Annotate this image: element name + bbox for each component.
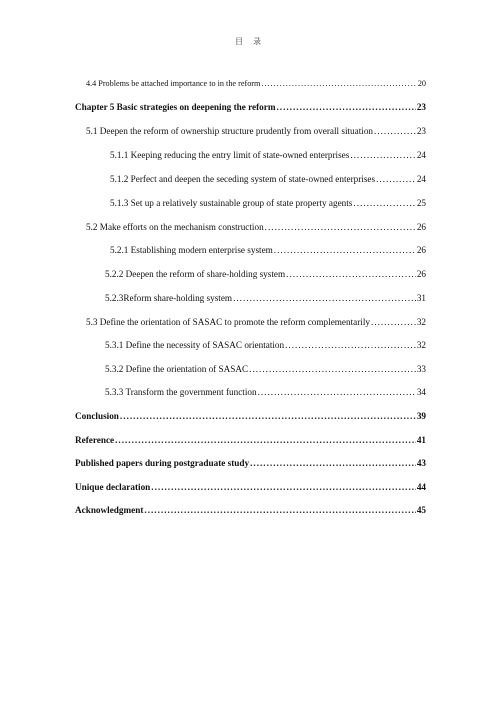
toc-entry-title: 5.1 Deepen the reform of ownership structure prudently from overall situation: [86, 126, 374, 136]
toc-entry-5-3-3[interactable]: [105, 386, 426, 398]
dot-leader: [261, 78, 416, 90]
toc-entry-published-papers[interactable]: [75, 457, 426, 469]
dot-leader: [249, 363, 416, 375]
toc-entry-title: Acknowledgment: [75, 505, 144, 515]
toc-entry-5-2-3[interactable]: [105, 292, 426, 304]
toc-entry-page: 32: [416, 340, 426, 350]
toc-entry-acknowledgment[interactable]: [75, 504, 426, 516]
toc-entry-5-1-3[interactable]: [110, 197, 426, 209]
toc-entry-5-1-1[interactable]: [110, 149, 426, 161]
toc-entry-page: 26: [416, 245, 426, 255]
toc-entry-page: 32: [416, 317, 426, 327]
toc-entry-title: Published papers during postgraduate study: [75, 458, 250, 468]
dot-leader: [265, 221, 416, 233]
toc-entry-title: 5.1.3 Set up a relatively sustainable group of state property agents: [110, 198, 353, 208]
toc-entry-page: 24: [416, 174, 426, 184]
toc-entry-title: 5.2.2 Deepen the reform of share-holding system: [105, 269, 286, 279]
toc-entry-page: 31: [416, 293, 426, 303]
toc-entry-page: 39: [416, 411, 426, 421]
toc-entry-title: 5.3 Define the orientation of SASAC to promote the reform complementarily: [86, 317, 370, 327]
dot-leader: [371, 316, 416, 328]
page-header: 目 录: [235, 37, 265, 46]
toc-entry-page: 23: [416, 102, 426, 112]
toc-entry-title: Reference: [75, 435, 115, 445]
toc-entry-title: 5.1.2 Perfect and deepen the seceding system of state-owned enterprises: [110, 174, 376, 184]
toc-entry-title: 5.3.2 Define the orientation of SASAC: [105, 364, 249, 374]
toc-entry-5-1-2[interactable]: [110, 173, 426, 185]
dot-leader: [353, 197, 415, 209]
toc-entry-5-1[interactable]: [86, 125, 426, 137]
toc-entry-title: Unique declaration: [75, 482, 151, 492]
toc-entry-page: 43: [416, 458, 426, 468]
dot-leader: [276, 101, 415, 113]
toc-entry-page: 34: [416, 387, 426, 397]
dot-leader: [151, 481, 416, 493]
toc-entry-page: 26: [416, 269, 426, 279]
toc-entry-title: 5.1.1 Keeping reducing the entry limit of state-owned enterprises: [110, 150, 350, 160]
toc-entry-page: 26: [416, 222, 426, 232]
toc-entry-4-4[interactable]: [86, 78, 426, 90]
toc-entry-page: 25: [416, 198, 426, 208]
toc-entry-page: 45: [416, 505, 426, 515]
dot-leader: [144, 504, 415, 516]
dot-leader: [350, 149, 415, 161]
toc-entry-5-3-1[interactable]: [105, 339, 426, 351]
toc-entry-title: 5.3.1 Define the necessity of SASAC orientation: [105, 340, 285, 350]
toc-entry-chapter-5[interactable]: [75, 101, 426, 113]
toc-entry-conclusion[interactable]: [75, 410, 426, 422]
toc-entry-title: Conclusion: [75, 411, 119, 421]
toc-entry-title: 4.4 Problems be attached importance to in the reform: [86, 79, 261, 88]
toc-entry-page: 20: [417, 79, 426, 88]
dot-leader: [233, 292, 416, 304]
dot-leader: [115, 434, 416, 446]
toc-entry-title: 5.2.1 Establishing modern enterprise system: [110, 245, 273, 255]
toc-entry-page: 33: [416, 364, 426, 374]
toc-entry-5-2[interactable]: [86, 221, 426, 233]
toc-entry-title: 5.2.3Reform share-holding system: [105, 293, 233, 303]
toc-entry-title: 5.3.3 Transform the government function: [105, 387, 257, 397]
dot-leader: [274, 244, 416, 256]
toc-entry-title: Chapter 5 Basic strategies on deepening the reform: [75, 102, 276, 112]
dot-leader: [250, 457, 416, 469]
toc-entry-page: 44: [416, 482, 426, 492]
dot-leader: [376, 173, 416, 185]
toc-entry-page: 23: [416, 126, 426, 136]
dot-leader: [374, 125, 416, 137]
toc-entry-5-3-2[interactable]: [105, 363, 426, 375]
toc-entry-page: 24: [416, 150, 426, 160]
toc-entry-unique-declaration[interactable]: [75, 481, 426, 493]
toc-entry-page: 41: [416, 435, 426, 445]
toc-entry-title: 5.2 Make efforts on the mechanism construction: [86, 222, 264, 232]
dot-leader: [120, 410, 416, 422]
dot-leader: [258, 386, 416, 398]
toc-entry-5-2-2[interactable]: [105, 268, 426, 280]
toc-entry-reference[interactable]: [75, 434, 426, 446]
toc-entry-5-3[interactable]: [86, 316, 426, 328]
dot-leader: [285, 339, 416, 351]
toc-entry-5-2-1[interactable]: [110, 244, 426, 256]
dot-leader: [286, 268, 416, 280]
